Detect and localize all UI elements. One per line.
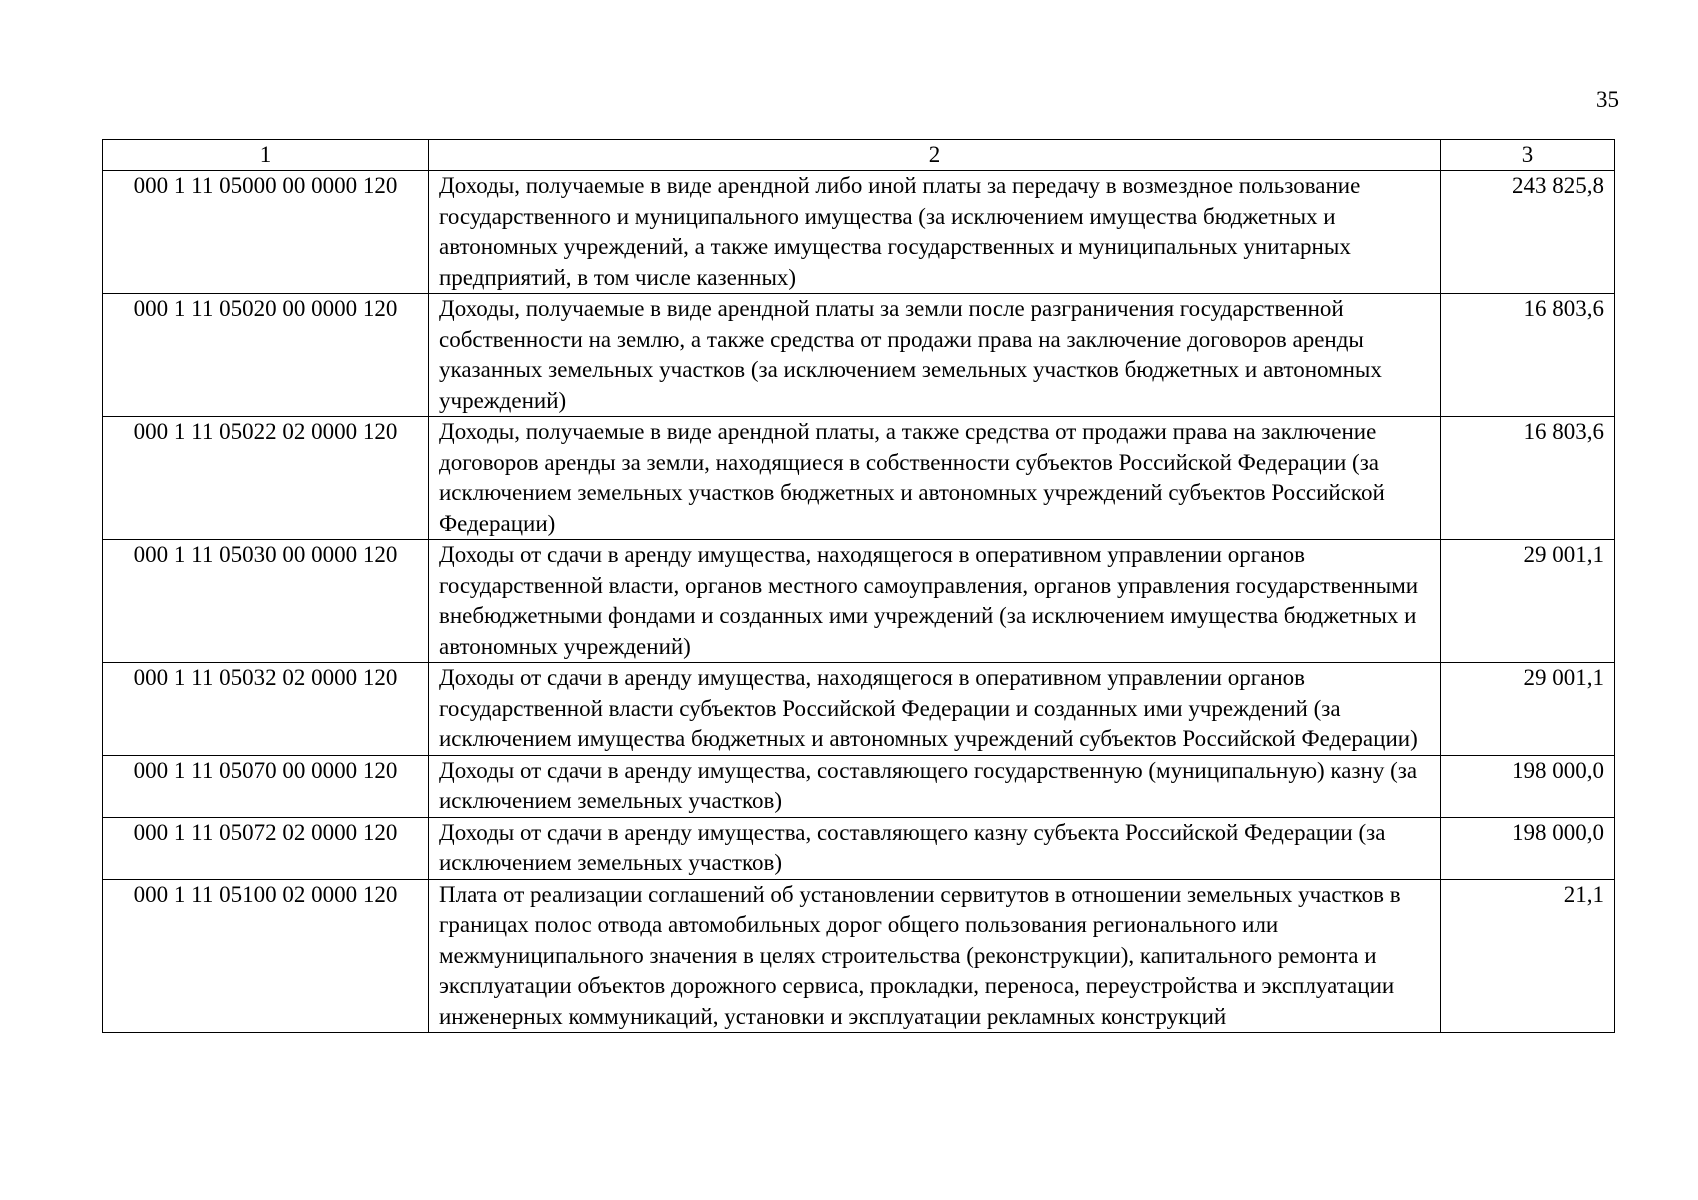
revenue-amount: 16 803,6 <box>1441 294 1615 417</box>
revenue-description: Доходы от сдачи в аренду имущества, составляющего казну субъекта Российской Федерации (за исключением земельных участков) <box>429 817 1441 879</box>
revenue-code: 000 1 11 05030 00 0000 120 <box>103 540 429 663</box>
revenue-description: Доходы от сдачи в аренду имущества, находящегося в оперативном управлении органов государственной власти субъектов Российской Федерации и созданных ими учреждений (за исключением имущества бюджетных и автономных учреждений субъектов Российской Федерации) <box>429 663 1441 756</box>
revenue-amount: 198 000,0 <box>1441 755 1615 817</box>
revenue-amount: 243 825,8 <box>1441 171 1615 294</box>
table-row <box>103 417 1615 540</box>
revenue-code: 000 1 11 05100 02 0000 120 <box>103 879 429 1033</box>
revenue-code: 000 1 11 05000 00 0000 120 <box>103 171 429 294</box>
budget-revenue-table <box>102 139 1615 1033</box>
revenue-amount: 21,1 <box>1441 879 1615 1033</box>
revenue-code: 000 1 11 05020 00 0000 120 <box>103 294 429 417</box>
revenue-amount: 29 001,1 <box>1441 663 1615 756</box>
revenue-amount: 198 000,0 <box>1441 817 1615 879</box>
table-header-row <box>103 140 1615 171</box>
revenue-code: 000 1 11 05022 02 0000 120 <box>103 417 429 540</box>
revenue-description: Плата от реализации соглашений об установлении сервитутов в отношении земельных участков в границах полос отвода автомобильных дорог общего пользования регионального или межмуниципального значения в целях строительства (реконструкции), капитального ремонта и эксплуатации объектов дорожного сервиса, прокладки, переноса, переустройства и эксплуатации инженерных коммуникаций, установки и эксплуатации рекламных конструкций <box>429 879 1441 1033</box>
revenue-code: 000 1 11 05032 02 0000 120 <box>103 663 429 756</box>
revenue-code: 000 1 11 05070 00 0000 120 <box>103 755 429 817</box>
column-header-code: 1 <box>103 140 429 171</box>
revenue-description: Доходы, получаемые в виде арендной платы, а также средства от продажи права на заключение договоров аренды за земли, находящиеся в собственности субъектов Российской Федерации (за исключением земельных участков бюджетных и автономных учреждений субъектов Российской Федерации) <box>429 417 1441 540</box>
column-header-description: 2 <box>429 140 1441 171</box>
page-number: 35 <box>1596 87 1619 112</box>
table-row <box>103 817 1615 879</box>
revenue-amount: 16 803,6 <box>1441 417 1615 540</box>
revenue-description: Доходы от сдачи в аренду имущества, находящегося в оперативном управлении органов государственной власти, органов местного самоуправления, органов управления государственными внебюджетными фондами и созданных ими учреждений (за исключением имущества бюджетных и автономных учреждений) <box>429 540 1441 663</box>
revenue-description: Доходы, получаемые в виде арендной платы за земли после разграничения государственной собственности на землю, а также средства от продажи права на заключение договоров аренды указанных земельных участков (за исключением земельных участков бюджетных и автономных учреждений) <box>429 294 1441 417</box>
revenue-description: Доходы, получаемые в виде арендной либо иной платы за передачу в возмездное пользование государственного и муниципального имущества (за исключением имущества бюджетных и автономных учреждений, а также имущества государственных и муниципальных унитарных предприятий, в том числе казенных) <box>429 171 1441 294</box>
revenue-code: 000 1 11 05072 02 0000 120 <box>103 817 429 879</box>
column-header-amount: 3 <box>1441 140 1615 171</box>
revenue-description: Доходы от сдачи в аренду имущества, составляющего государственную (муниципальную) казну (за исключением земельных участков) <box>429 755 1441 817</box>
revenue-amount: 29 001,1 <box>1441 540 1615 663</box>
table-row <box>103 171 1615 294</box>
table-row <box>103 879 1615 1033</box>
table-row <box>103 540 1615 663</box>
table-row <box>103 755 1615 817</box>
table-row <box>103 294 1615 417</box>
table-row <box>103 663 1615 756</box>
